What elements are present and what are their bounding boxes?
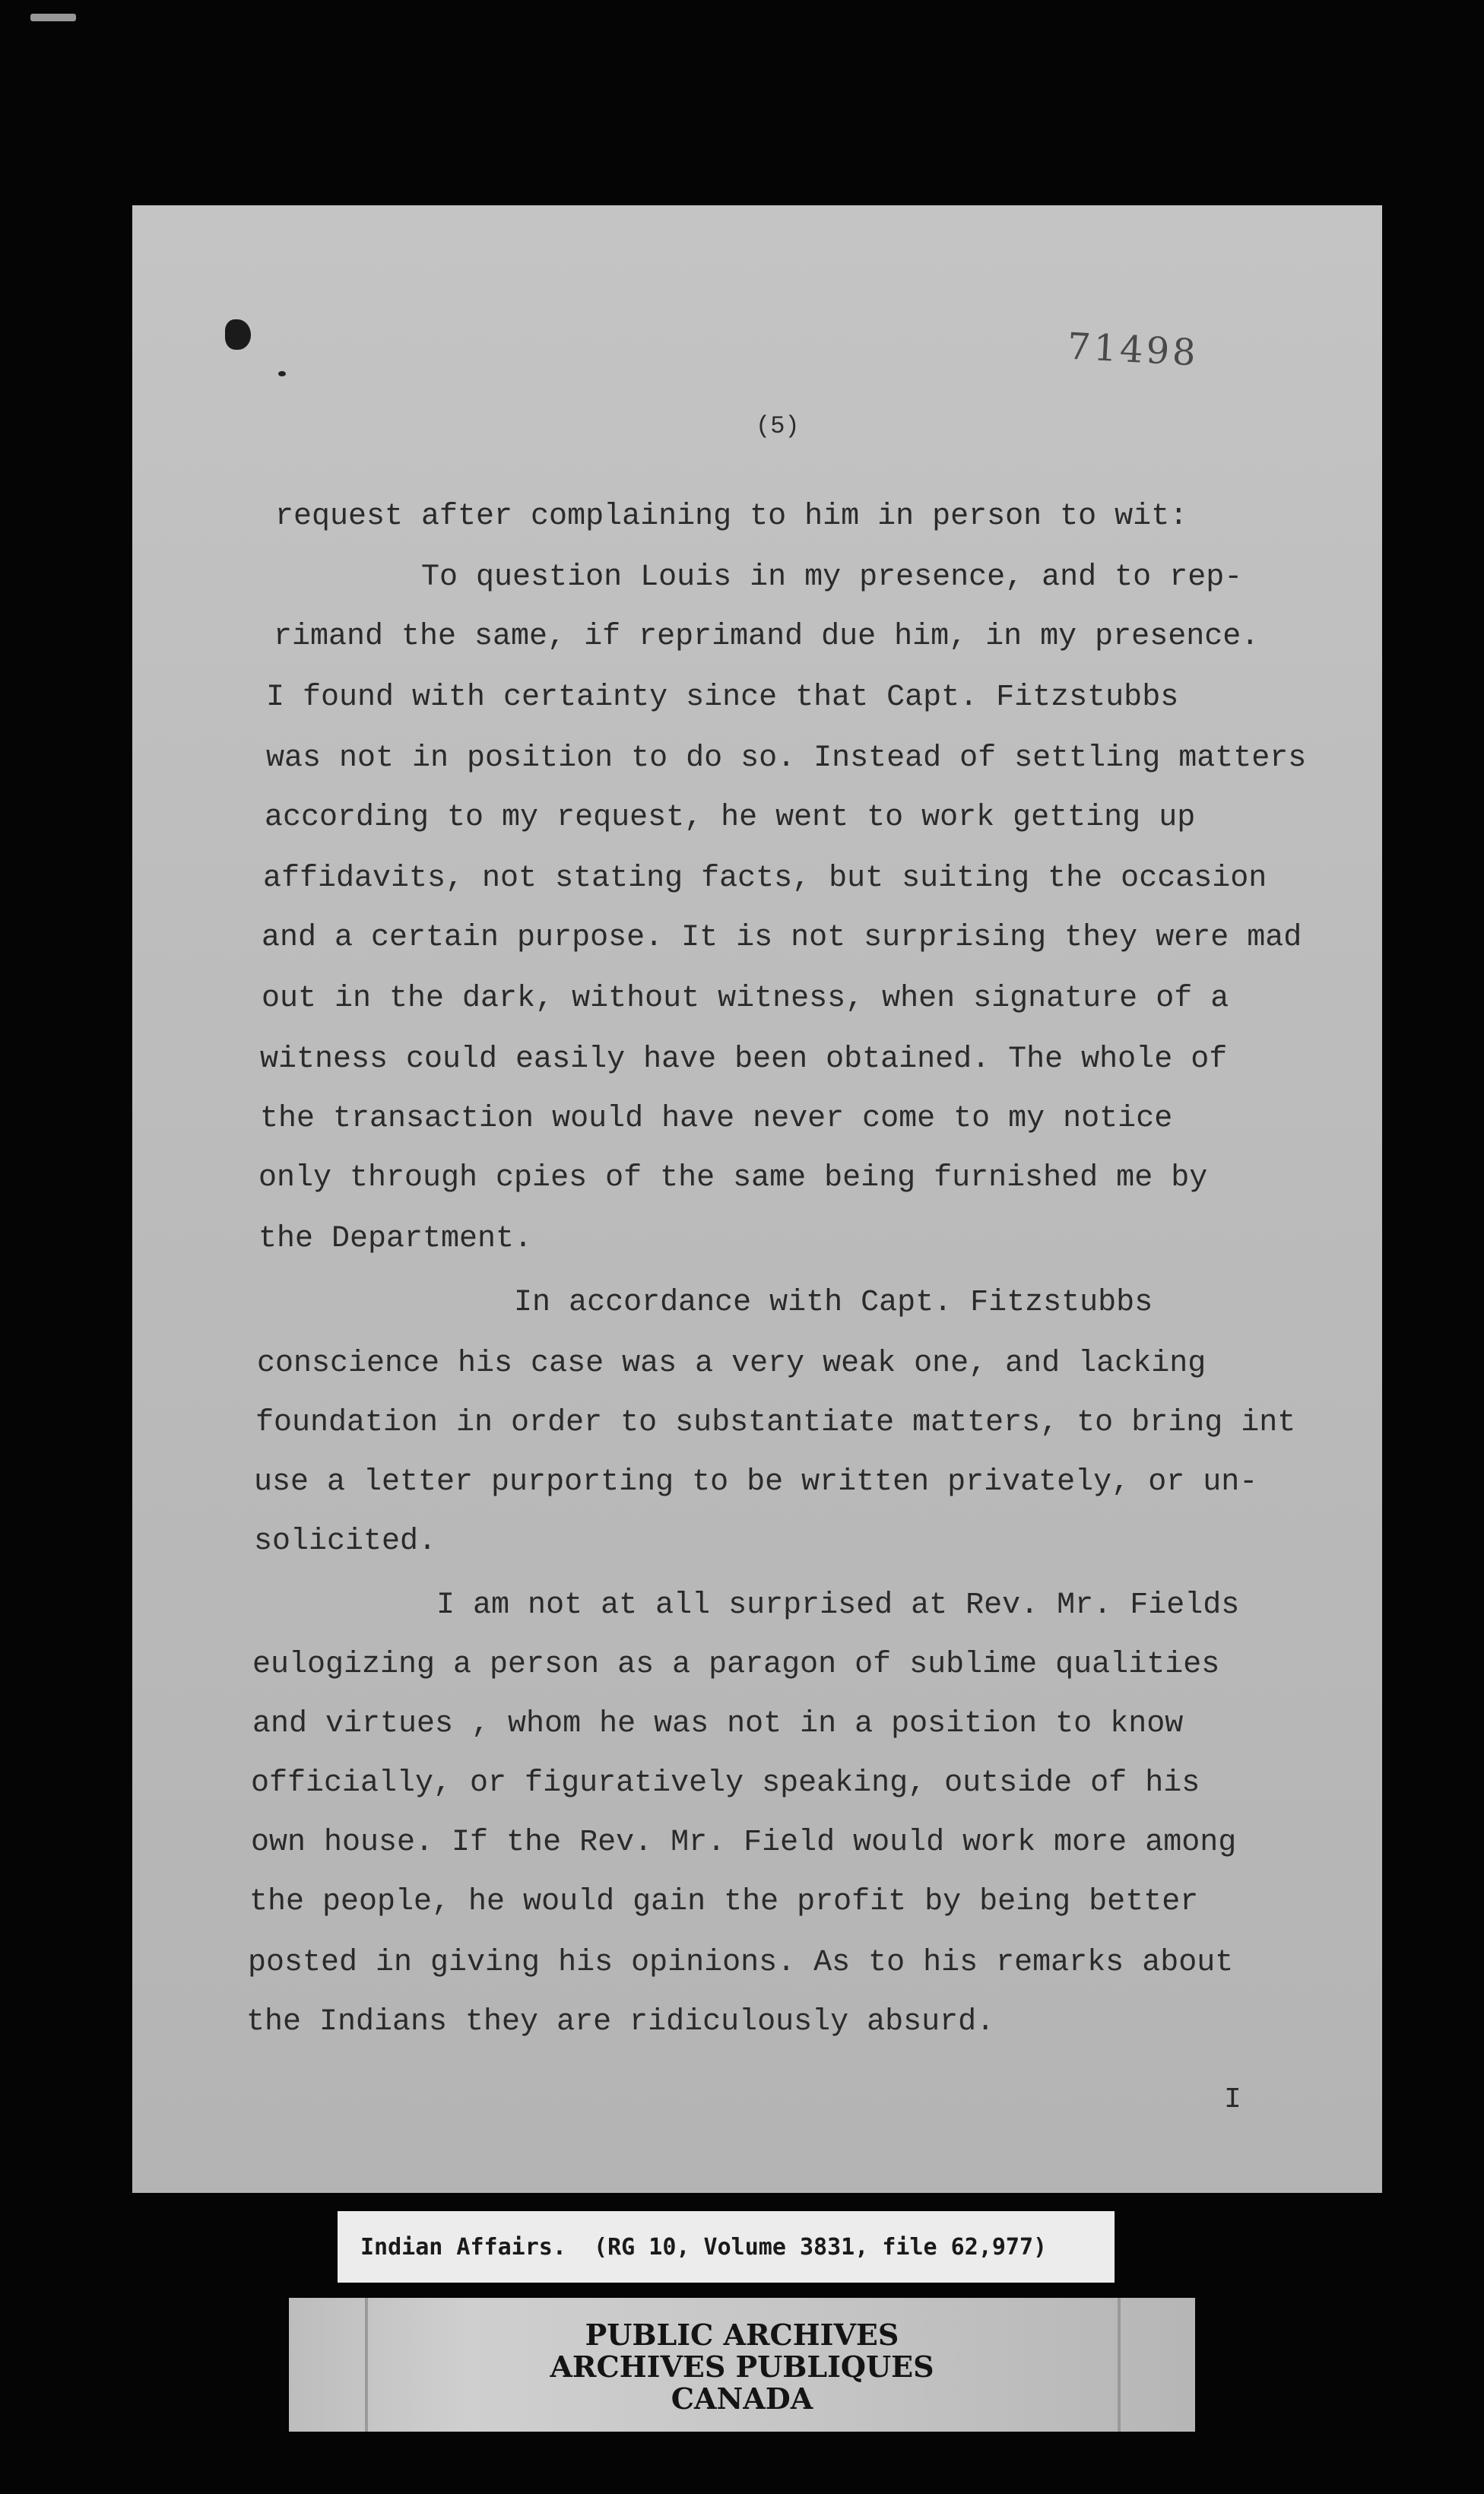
public-archives-stamp xyxy=(289,2298,1195,2432)
text-line: only through cpies of the same being furnished me by xyxy=(258,1161,1208,1195)
ink-blot-mark xyxy=(225,319,251,350)
text-line: I found with certainty since that Capt. Fitzstubbs xyxy=(266,681,1179,715)
text-line: rimand the same, if reprimand due him, in my presence. xyxy=(274,620,1260,654)
scan-edge-mark xyxy=(30,14,76,21)
archive-reference-text: Indian Affairs. (RG 10, Volume 3831, file 62,977) xyxy=(360,2233,1048,2261)
text-line: I am not at all surprised at Rev. Mr. Fields xyxy=(254,1588,1240,1623)
archive-reference-label xyxy=(338,2211,1115,2283)
text-line: use a letter purporting to be written privately, or un- xyxy=(254,1465,1258,1499)
text-line: and a certain purpose. It is not surprising they were mad xyxy=(262,921,1302,955)
text-line: In accordance with Capt. Fitzstubbs xyxy=(258,1286,1153,1320)
text-line: To question Louis in my presence, and to rep- xyxy=(275,560,1243,595)
page-number: (5) xyxy=(756,412,800,440)
text-line: own house. If the Rev. Mr. Field would work more among xyxy=(251,1826,1237,1860)
text-line: out in the dark, without witness, when signature of a xyxy=(262,982,1229,1016)
right-margin-mark: I xyxy=(1224,2083,1241,2116)
stamp-line-canada: CANADA xyxy=(671,2381,813,2416)
text-line: was not in position to do so. Instead of settling matters xyxy=(266,741,1307,776)
text-line: the people, he would gain the profit by being better xyxy=(249,1885,1199,1919)
text-line: and virtues , whom he was not in a position to know xyxy=(252,1707,1184,1741)
ink-dot-mark xyxy=(278,371,286,376)
text-line: the Indians they are ridiculously absurd. xyxy=(246,2005,995,2039)
text-line: conscience his case was a very weak one, and lacking xyxy=(257,1347,1207,1381)
document-stamp-number: 71498 xyxy=(1066,325,1200,375)
text-line: affidavits, not stating facts, but suiting the occasion xyxy=(263,861,1267,896)
text-line: witness could easily have been obtained. The whole of xyxy=(260,1042,1228,1077)
document-page xyxy=(132,205,1382,2193)
text-line: solicited. xyxy=(254,1525,437,1559)
text-line: officially, or figuratively speaking, outside of his xyxy=(251,1766,1200,1801)
stamp-line-archives-publiques: ARCHIVES PUBLIQUES xyxy=(550,2350,934,2384)
text-line: request after complaining to him in person to wit: xyxy=(275,500,1188,534)
text-line: according to my request, he went to work getting up xyxy=(265,801,1196,835)
text-line: the transaction would have never come to my notice xyxy=(260,1102,1173,1136)
stamp-line-public-archives: PUBLIC ARCHIVES xyxy=(585,2318,899,2352)
text-line: eulogizing a person as a paragon of sublime qualities xyxy=(252,1648,1220,1682)
text-line: posted in giving his opinions. As to his remarks about xyxy=(248,1946,1234,1980)
text-line: the Department. xyxy=(258,1222,533,1256)
text-line: foundation in order to substantiate matters, to bring int xyxy=(255,1406,1296,1440)
